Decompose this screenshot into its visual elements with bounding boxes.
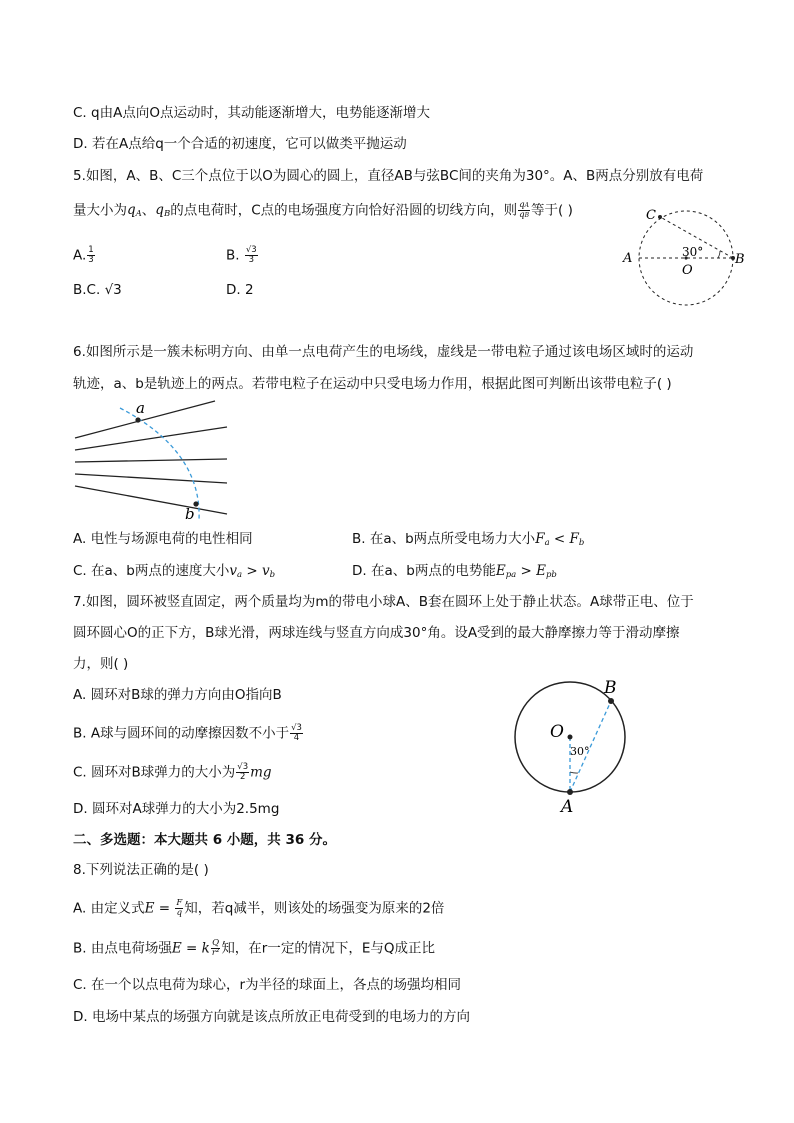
q4-option-c: C. q由A点向O点运动时，其动能逐渐增大，电势能逐渐增大 xyxy=(73,105,430,121)
angle-arc xyxy=(570,772,578,773)
label-o: O xyxy=(682,263,693,278)
section-heading: 二、多选题：本大题共 6 小题，共 36 分。 xyxy=(73,832,336,848)
ball-a xyxy=(567,789,573,795)
q6-stem-line1: 6.如图所示是一簇未标明方向、由单一点电荷产生的电场线，虚线是一带电粒子通过该电场区域时的运动 xyxy=(73,344,694,360)
label-b: b xyxy=(185,505,195,522)
q7-option-d: D. 圆环对A球弹力的大小为2.5mg xyxy=(73,801,280,817)
point-a xyxy=(135,417,140,422)
q5-stem-part-c: 等于( ) xyxy=(531,202,573,219)
qa-over-qb-fraction: $\frac{qA}{qB}$ xyxy=(519,200,530,220)
field-line-4 xyxy=(75,474,227,483)
q6-field-lines-figure xyxy=(72,396,232,522)
label-a: A xyxy=(561,797,574,817)
q8-option-d: D. 电场中某点的场强方向就是该点所放正电荷受到的电场力的方向 xyxy=(73,1009,470,1025)
q7-option-c: C. 圆环对B球弹力的大小为 $\frac{√3}{2}$ mg xyxy=(73,762,272,782)
ball-b xyxy=(608,698,614,704)
label-angle: 30° xyxy=(570,745,590,758)
q8-option-c: C. 在一个以点电荷为球心，r为半径的球面上，各点的场强均相同 xyxy=(73,977,462,993)
q7-stem-line3: 力，则( ) xyxy=(73,656,129,672)
q5-stem-line2: 量大小为$q_A$、$q_B$的点电荷时，C点的电场强度方向恰好沿圆的切线方向，则 $\frac{qA}{qB}$ 等于( ) xyxy=(73,200,573,220)
label-b: B xyxy=(604,678,617,698)
q7-ring-figure xyxy=(508,672,638,818)
field-line-2 xyxy=(75,427,227,450)
q5-circle-figure xyxy=(618,204,748,312)
q5-option-a: A. $\frac{1}{3}$ xyxy=(73,245,94,265)
q6-option-b: B. 在a、b两点所受电场力大小$F_a < F_b$ xyxy=(352,531,585,548)
q8-option-a: A. 由定义式E = $\frac{F}{q}$ 知，若q减半，则该处的场强变为原来的2倍 xyxy=(73,898,445,918)
q6-stem-line2: 轨迹，a、b是轨迹上的两点。若带电粒子在运动中只受电场力作用，根据此图可判断出该带电粒子( ) xyxy=(73,376,672,392)
q7-stem-line2: 圆环圆心O的正下方，B球光滑，两球连线与竖直方向成30°角。设A受到的最大静摩擦力等于滑动摩擦 xyxy=(73,625,680,641)
q6-option-c: C. 在a、b两点的速度大小$v_a > v_b$ xyxy=(73,563,276,580)
label-a: a xyxy=(136,399,145,417)
q8-option-b: B. 由点电荷场强E = k $\frac{Q}{\text{r²}}$ 知，在r一定的情况下，E与Q成正比 xyxy=(73,938,436,958)
q7-option-b: B. A球与圆环间的动摩擦因数不小于 $\frac{√3}{4}$ xyxy=(73,723,302,743)
q6-option-d: D. 在a、b两点的电势能$E_{pa} > E_{pb}$ xyxy=(352,563,557,580)
q5-stem-line1: 5.如图，A、B、C三个点位于以O为圆心的圆上，直径AB与弦BC间的夹角为30°。A、B两点分别放有电荷 xyxy=(73,168,704,184)
label-a: A xyxy=(623,251,633,266)
center-o xyxy=(568,735,573,740)
q5-option-c: B.C. √3 xyxy=(73,282,122,298)
field-line-5 xyxy=(75,486,227,514)
q6-option-a: A. 电性与场源电荷的电性相同 xyxy=(73,531,253,547)
q5-stem-part-b: 的点电荷时，C点的电场强度方向恰好沿圆的切线方向，则 xyxy=(170,202,518,219)
label-b: B xyxy=(735,252,745,267)
q4-option-d: D. 若在A点给q一个合适的初速度，它可以做类平抛运动 xyxy=(73,136,407,152)
label-angle: 30° xyxy=(682,245,704,259)
q7-option-a: A. 圆环对B球的弹力方向由O指向B xyxy=(73,687,282,703)
q5-option-d: D. 2 xyxy=(226,282,254,298)
point-c xyxy=(658,215,662,219)
q5-stem-part-a: 量大小为 xyxy=(73,202,127,219)
angle-arc xyxy=(718,251,720,258)
q8-stem: 8.下列说法正确的是( ) xyxy=(73,862,209,878)
field-line-3 xyxy=(75,459,227,462)
trajectory-dashed-curve xyxy=(120,408,199,520)
label-o: O xyxy=(550,722,564,742)
q5-option-b: B. $\frac{√3}{3}$ xyxy=(226,245,257,265)
q7-stem-line1: 7.如图，圆环被竖直固定，两个质量均为m的带电小球A、B套在圆环上处于静止状态。A球带正电、位于 xyxy=(73,594,694,610)
label-c: C xyxy=(646,208,656,223)
